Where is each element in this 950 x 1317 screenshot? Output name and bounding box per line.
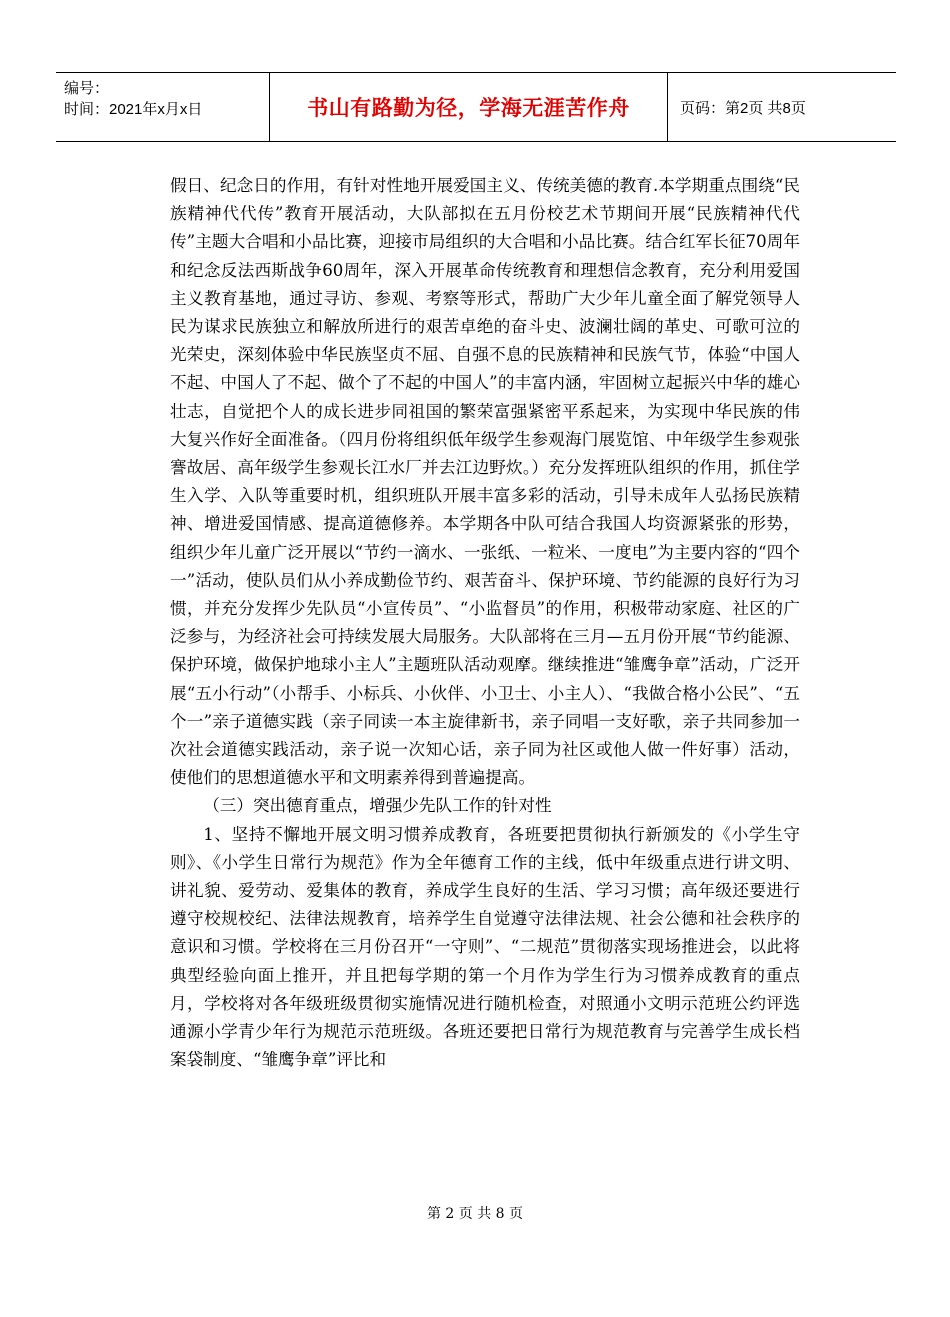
document-time-label: 时间：2021年x月x日 xyxy=(64,101,203,118)
header-meta xyxy=(56,73,270,141)
header-motto: 书山有路勤为径，学海无涯苦作舟 xyxy=(270,73,668,141)
document-number-label: 编号： xyxy=(64,80,110,97)
page-footer: 第 2 页 共 8 页 xyxy=(426,1206,524,1222)
body-paragraph: 假日、纪念日的作用，有针对性地开展爱国主义、传统美德的教育.本学期重点围绕“民族精神代代传”教育开展活动，大队部拟在五月份校艺术节期间开展“民族精神代代传”主题大合唱和小品比赛，迎接市局组织的大合唱和小品比赛。结合红军长征70周年和纪念反法西斯战争60周年，深入开展革命传统教育和理想信念教育，充分利用爱国主义教育基地，通过寻访、参观、考察等形式，帮助广大少年儿童全面了解党领导人民为谋求民族独立和解放所进行的艰苦卓绝的奋斗史、波澜壮阔的革史、可歌可泣的光荣史，深刻体验中华民族坚贞不屈、自强不息的民族精神和民族气节，体验“中国人不起、中国人了不起、做个了不起的中国人”的丰富内涵，牢固树立起振兴中华的雄心壮志，自觉把个人的成长进步同祖国的繁荣富强紧密平系起来，为实现中华民族的伟大复兴作好全面准备。（四月份将组织低年级学生参观海门展览馆、中年级学生参观张謇故居、高年级学生参观长江水厂并去江边野炊。）充分发挥班队组织的作用，抓住学生入学、入队等重要时机，组织班队开展丰富多彩的活动，引导未成年人弘扬民族精神、增进爱国情感、提高道德修养。本学期各中队可结合我国人均资源紧张的形势，组织少年儿童广泛开展以“节约一滴水、一张纸、一粒米、一度电”为主要内容的“四个一”活动，使队员们从小养成勤俭节约、艰苦奋斗、保护环境、节约能源的良好行为习惯，并充分发挥少先队员“小宣传员”、“小监督员”的作用，积极带动家庭、社区的广泛参与，为经济社会可持续发展大局服务。大队部将在三月—五月份开展“节约能源、保护环境，做保护地球小主人”主题班队活动观摩。继续推进“雏鹰争章”活动，广泛开展“五小行动”（小帮手、小标兵、小伙伴、小卫士、小主人）、“我做合格小公民”、“五个一”亲子道德实践（亲子同读一本主旋律新书，亲子同唱一支好歌，亲子共同参加一次社会道德实践活动，亲子说一次知心话，亲子同为社区或他人做一件好事）活动，使他们的思想道德水平和文明素养得到普遍提高。 xyxy=(170,176,800,788)
section-heading: （三）突出德育重点，增强少先队工作的针对性 xyxy=(203,796,552,816)
document-body xyxy=(170,172,800,1075)
body-paragraph: 1、坚持不懈地开展文明习惯养成教育，各班要把贯彻执行新颁发的《小学生守则》、《小学生日常行为规范》作为全年德育工作的主线，低中年级重点进行讲文明、讲礼貌、爱劳动、爱集体的教育，养成学生良好的生活、学习习惯；高年级还要进行遵守校规校纪、法律法规教育，培养学生自觉遵守法律法规、社会公德和社会秩序的意识和习惯。学校将在三月份召开“一守则”、“二规范”贯彻落实现场推进会，以此将典型经验向面上推开，并且把每学期的第一个月作为学生行为习惯养成教育的重点月，学校将对各年级班级贯彻实施情况进行随机检查，对照通小文明示范班公约评选通源小学青少年行为规范示范班级。各班还要把日常行为规范教育与完善学生成长档案袋制度、“雏鹰争章”评比和 xyxy=(170,824,800,1070)
header-page-info: 页码：第2页 共8页 xyxy=(680,99,806,117)
page-header xyxy=(56,72,896,142)
